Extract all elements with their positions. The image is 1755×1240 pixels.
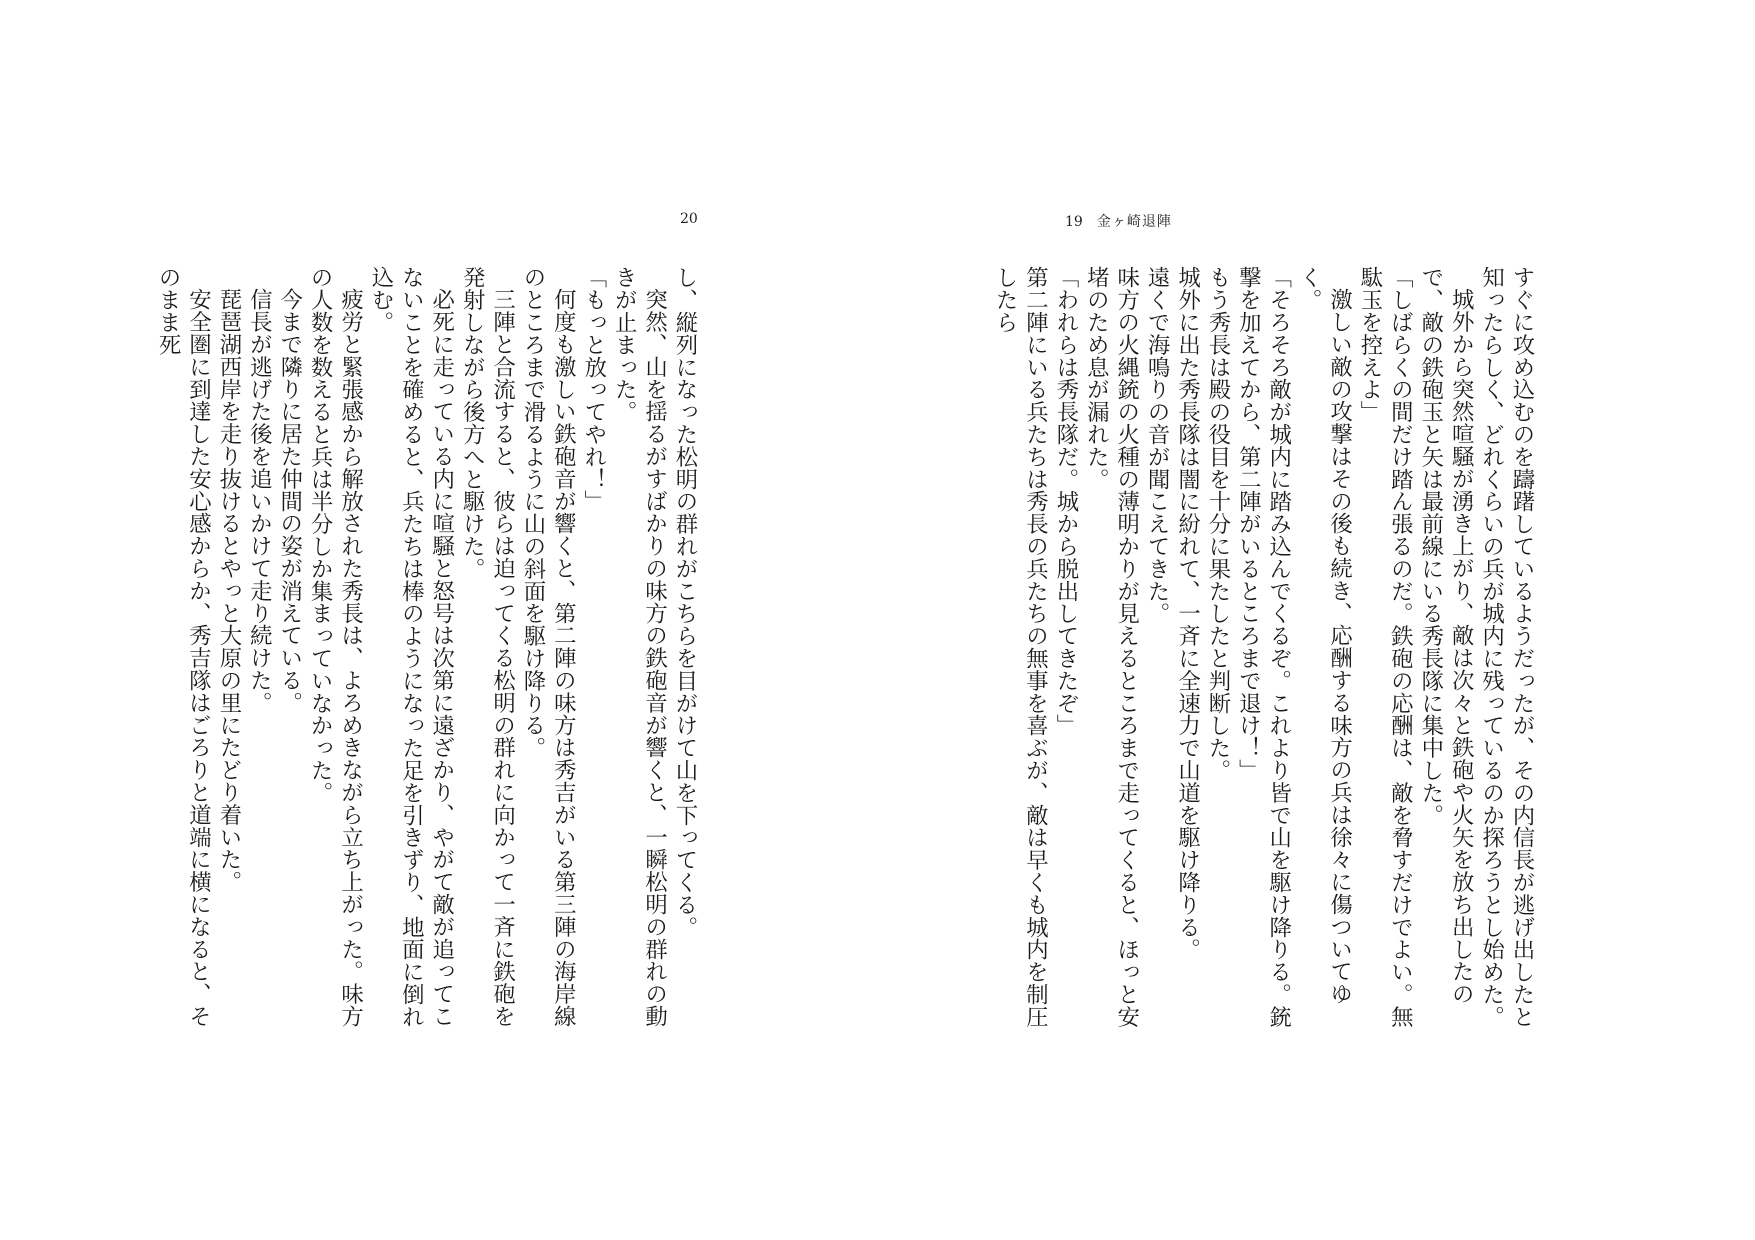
page-number: 20 (680, 211, 698, 227)
paragraph: し、縦列になった松明の群れがこちらを目がけて山を下ってくる。 (672, 266, 698, 938)
paragraph: 味方の火縄銃の火種の薄明かりが見えるところまで走ってくると、ほっと安堵のため息が漏れた。 (1083, 266, 1140, 1028)
left-page-body (155, 266, 700, 1036)
paragraph: 激しい敵の攻撃はその後も続き、応酬する味方の兵は徐々に傷ついてゆく。 (1296, 266, 1353, 1006)
paragraph: 「われらは秀長隊だ。城から脱出してきたぞ」 (1052, 266, 1079, 737)
paragraph: 第二陣にいる兵たちは秀長の兵たちの無事を喜ぶが、敵は早くも城内を制圧したら (992, 266, 1049, 1028)
paragraph: 必死に走っている内に喧騒と怒号は次第に遠ざかり、やがて敵が追ってこないことを確めると、兵たちは棒のようになった足を引きずり、地面に倒れ込む。 (367, 266, 455, 1028)
paragraph: 城外から突然喧騒が湧き上がり、敵は次々と鉄砲や火矢を放ち出したので、敵の鉄砲玉と矢は最前線にいる秀長隊に集中した。 (1417, 266, 1475, 1006)
paragraph: 三陣と合流すると、彼らは迫ってくる松明の群れに向かって一斉に鉄砲を発射しながら後方へと駆けた。 (459, 266, 516, 1028)
page-number-left (680, 211, 698, 227)
paragraph: すぐに攻め込むのを躊躇しているようだったが、その内信長が逃げ出したと知ったらしく、どれくらいの兵が城内に残っているのか探ろうとし始めた。 (1478, 266, 1535, 1028)
paragraph: 安全圏に到達した安心感からか、秀吉隊はごろりと道端に横になると、そのまま死 (155, 266, 212, 1028)
paragraph: 信長が逃げた後を追いかけて走り続けた。 (246, 288, 273, 714)
paragraph: 疲労と緊張感から解放された秀長は、よろめきながら立ち上がった。味方の人数を数えると兵は半分しか集まっていなかった。 (307, 266, 364, 1028)
paragraph: 突然、山を揺るがすばかりの味方の鉄砲音が響くと、一瞬松明の群れの動きが止まった。 (611, 266, 668, 1028)
right-page-body (992, 266, 1537, 1036)
page-header-right (1065, 211, 1172, 231)
paragraph: もう秀長は殿の役目を十分に果たしたと判断した。 (1204, 266, 1231, 782)
paragraph: 琵琶湖西岸を走り抜けるとやっと大原の里にたどり着いた。 (215, 288, 242, 894)
paragraph: 城外に出た秀長隊は闇に紛れて、一斉に全速力で山道を駆け降りる。 (1174, 266, 1201, 961)
paragraph: 何度も激しい鉄砲音が響くと、第二陣の味方は秀吉がいる第三陣の海岸線のところまで滑るように山の斜面を駆け降りる。 (519, 266, 577, 1028)
paragraph: 遠くで海鳴りの音が聞こえてきた。 (1144, 266, 1171, 625)
paragraph: 「しばらくの間だけ踏ん張るのだ。鉄砲の応酬は、敵を脅すだけでよい。無駄玉を控えよ」 (1356, 266, 1414, 1028)
paragraph: 「そろそろ敵が城内に踏み込んでくるぞ。これより皆で山を駆け降りる。銃撃を加えてから、第二陣がいるところまで退け！」 (1235, 266, 1292, 1028)
running-title: 金ヶ崎退陣 (1096, 214, 1172, 230)
page-number: 19 (1065, 214, 1083, 230)
paragraph: 今まで隣りに居た仲間の姿が消えている。 (276, 288, 303, 714)
paragraph: 「もっと放ってやれ！」 (580, 266, 607, 513)
